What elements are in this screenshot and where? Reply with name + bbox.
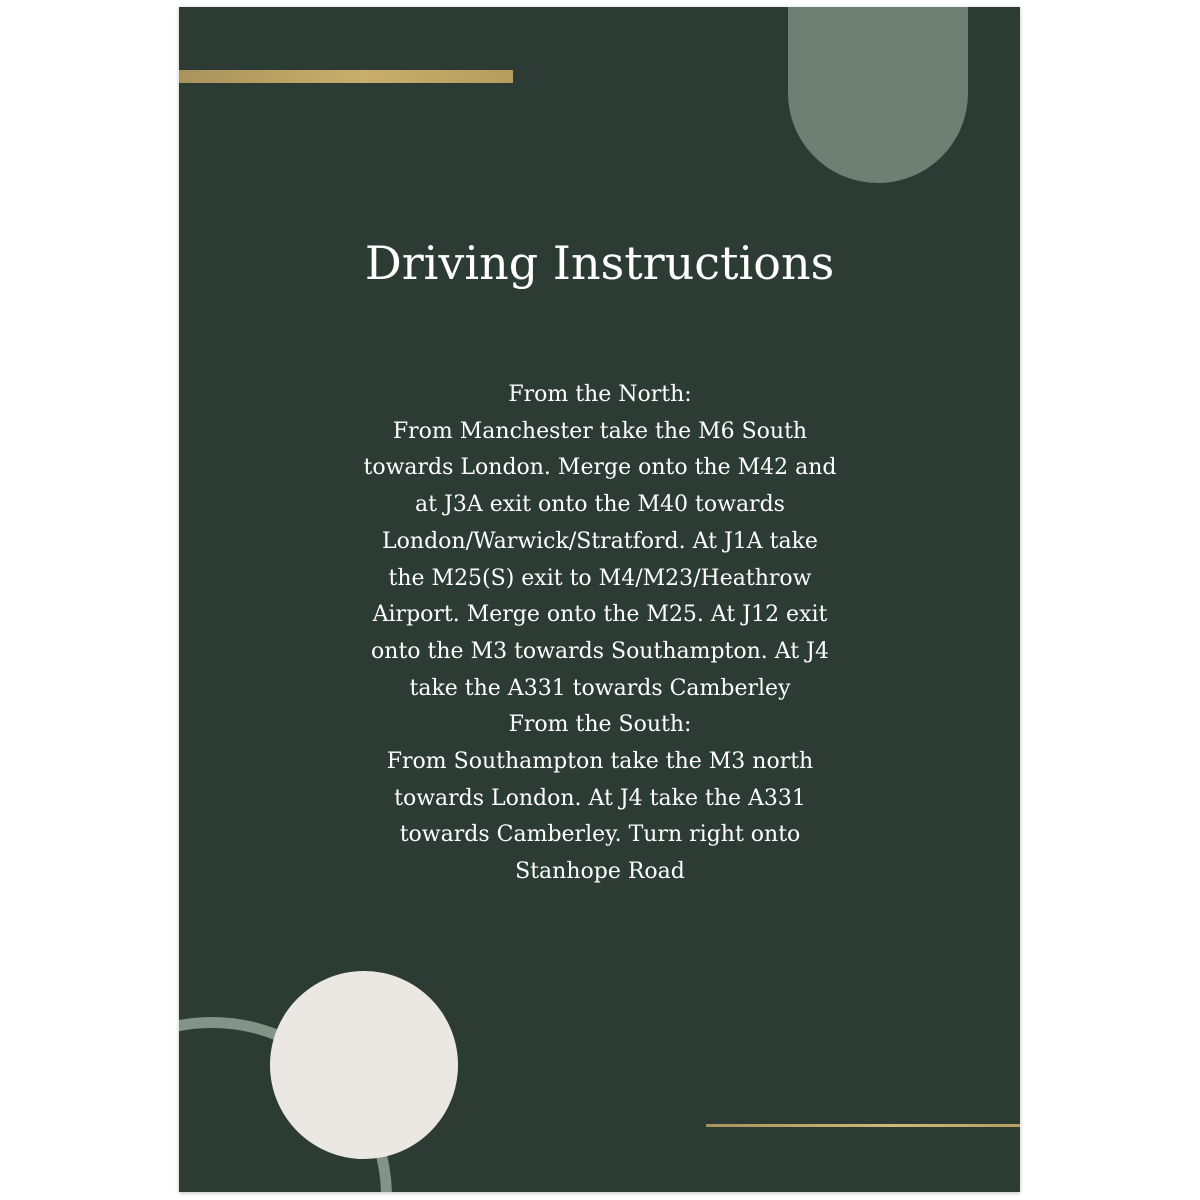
invitation-card	[179, 7, 1020, 1192]
directions-line: towards London. Merge onto the M42 and	[363, 455, 837, 481]
directions-line: London/Warwick/Stratford. At J1A take	[382, 528, 818, 554]
directions-text	[346, 377, 854, 891]
directions-line: towards Camberley. Turn right onto	[399, 822, 801, 848]
directions-line: Stanhope Road	[515, 859, 685, 885]
directions-line: take the A331 towards Camberley	[409, 675, 791, 701]
gold-accent-bar	[179, 70, 513, 83]
directions-line: towards London. At J4 take the A331	[394, 785, 806, 811]
directions-line: Airport. Merge onto the M25. At J12 exit	[372, 602, 828, 628]
directions-line: From the South:	[508, 712, 692, 738]
cream-circle-shape	[270, 971, 458, 1159]
directions-line: at J3A exit onto the M40 towards	[415, 492, 785, 518]
card-title: Driving Instructions	[364, 236, 835, 290]
sage-arch-shape	[788, 7, 968, 183]
directions-line: onto the M3 towards Southampton. At J4	[371, 638, 829, 664]
directions-line: From Southampton take the M3 north	[386, 749, 814, 775]
directions-line: the M25(S) exit to M4/M23/Heathrow	[388, 565, 812, 591]
directions-line: From Manchester take the M6 South	[392, 418, 808, 444]
gold-accent-line	[706, 1124, 1020, 1127]
directions-line: From the North:	[508, 382, 692, 407]
